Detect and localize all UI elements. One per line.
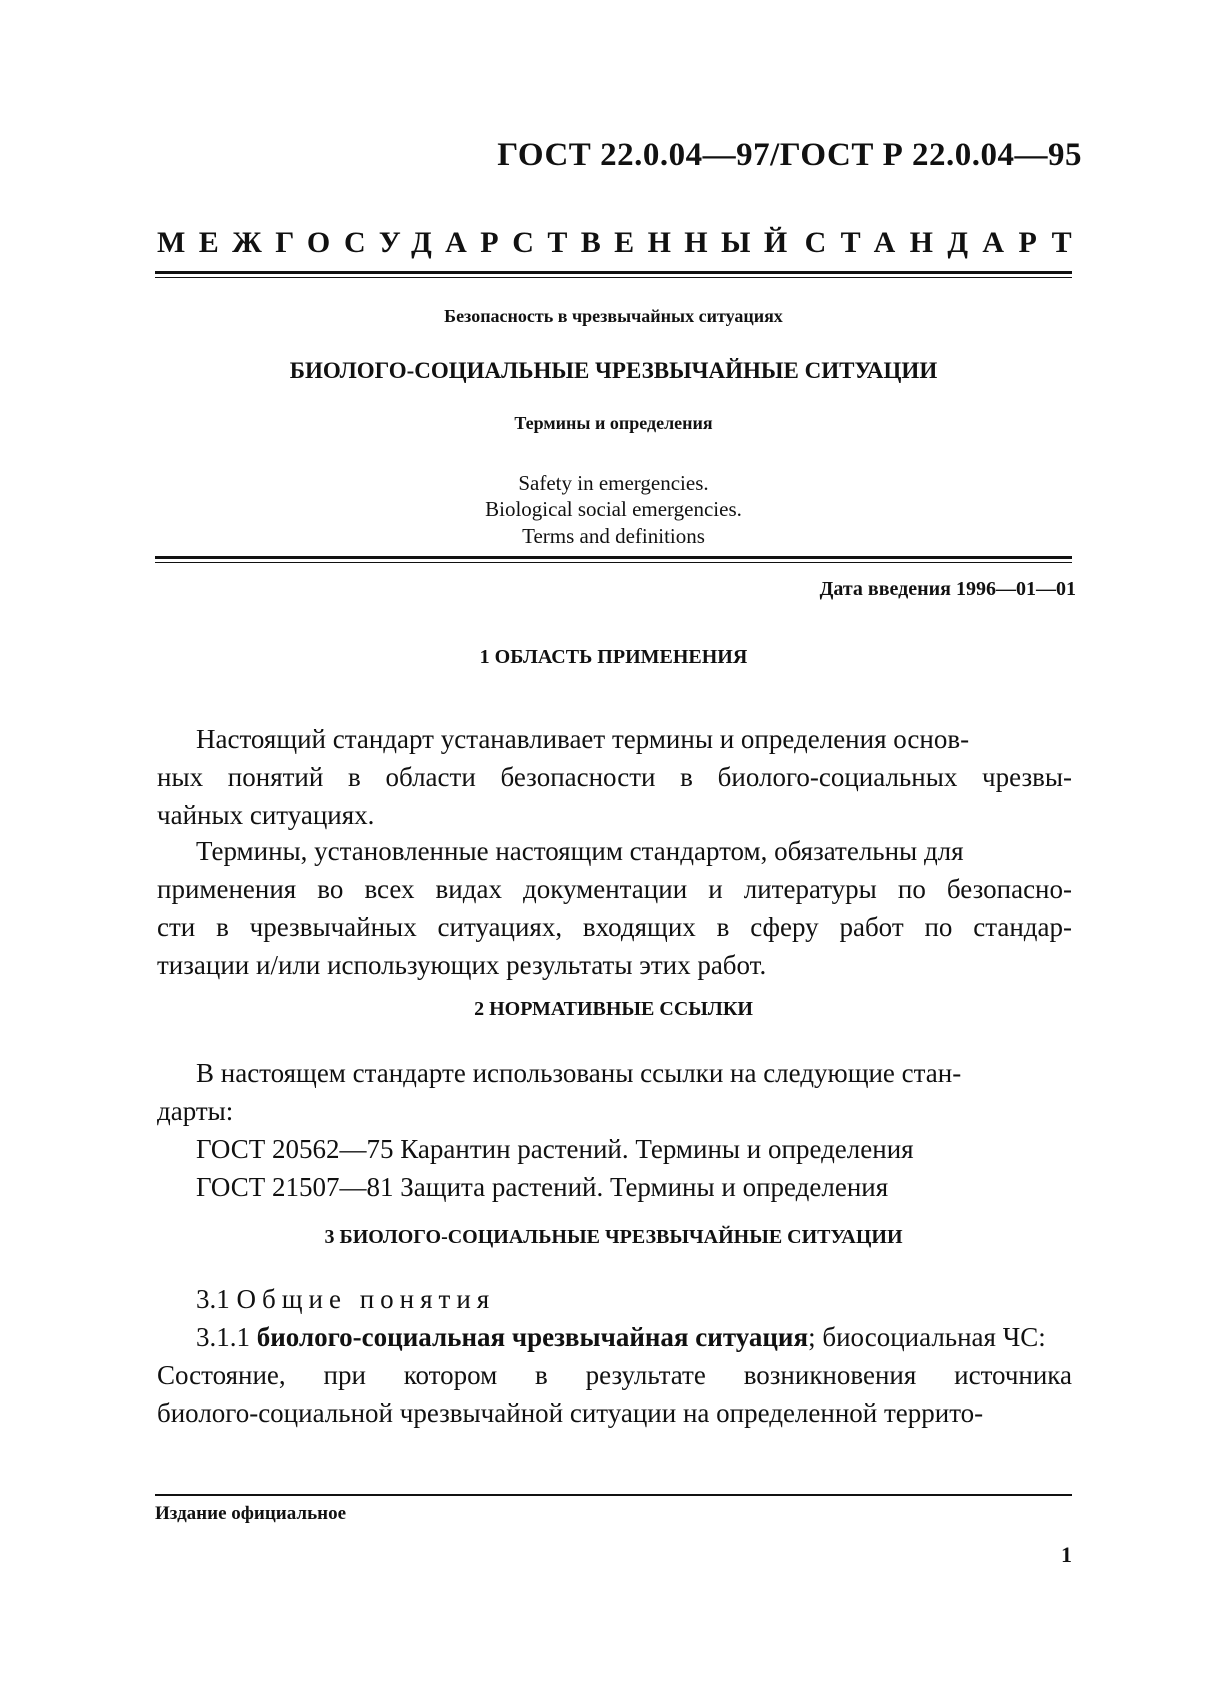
term-synonym: ; биосоциальная ЧС: bbox=[808, 1322, 1046, 1352]
text-line: биолого-социальной чрезвычайной ситуации на определенной террито- bbox=[157, 1398, 984, 1428]
reference-item: ГОСТ 20562—75 Карантин растений. Термины и определения bbox=[196, 1134, 914, 1164]
text-line: ных понятий в области безопасности в биолого-социальных чрезвы- bbox=[157, 762, 1072, 792]
standard-type-word-1: МЕЖГОСУДАРСТВЕННЫЙ bbox=[157, 226, 801, 259]
edition-note: Издание официальное bbox=[155, 1503, 347, 1524]
text-line: сти в чрезвычайных ситуациях, входящих в сферу работ по стандар- bbox=[157, 912, 1072, 942]
header-rule-thick bbox=[155, 271, 1072, 274]
subsection-heading bbox=[157, 1280, 1072, 1318]
header-rule-thin bbox=[155, 277, 1072, 278]
standard-type-label bbox=[157, 226, 1086, 260]
section-1-paragraph-1 bbox=[157, 720, 1072, 834]
standard-type-word-2: СТАНДАРТ bbox=[804, 226, 1086, 259]
section-3-heading: 3 БИОЛОГО-СОЦИАЛЬНЫЕ ЧРЕЗВЫЧАЙНЫЕ СИТУАЦИИ bbox=[324, 1226, 903, 1248]
section-2-heading: 2 НОРМАТИВНЫЕ ССЫЛКИ bbox=[474, 998, 753, 1020]
text-line: Настоящий стандарт устанавливает термины и определения основ- bbox=[196, 724, 970, 754]
series-title: Безопасность в чрезвычайных ситуациях bbox=[444, 306, 783, 326]
subsection-title: Общие понятия bbox=[236, 1284, 496, 1314]
text-line: В настоящем стандарте использованы ссылки на следующие стан- bbox=[196, 1058, 962, 1088]
english-title-line: Biological social emergencies. bbox=[485, 497, 742, 521]
standard-code: ГОСТ 22.0.04—97/ГОСТ Р 22.0.04—95 bbox=[497, 137, 1082, 173]
title-rule-thin bbox=[155, 562, 1072, 563]
reference-item: ГОСТ 21507—81 Защита растений. Термины и определения bbox=[196, 1172, 889, 1202]
term-number: 3.1.1 bbox=[196, 1322, 250, 1352]
section-1-heading: 1 ОБЛАСТЬ ПРИМЕНЕНИЯ bbox=[479, 646, 748, 668]
introduction-date: Дата введения 1996—01—01 bbox=[819, 578, 1076, 600]
section-2-paragraph bbox=[157, 1054, 1072, 1206]
subsection-number: 3.1 bbox=[196, 1284, 230, 1314]
text-line: чайных ситуациях. bbox=[157, 800, 375, 830]
footer-rule bbox=[155, 1494, 1072, 1496]
text-line: Термины, установленные настоящим стандартом, обязательны для bbox=[196, 836, 964, 866]
text-line: дарты: bbox=[157, 1096, 234, 1126]
text-line: применения во всех видах документации и литературы по безопасно- bbox=[157, 874, 1072, 904]
document-subtitle: Термины и определения bbox=[514, 413, 713, 433]
english-title-line: Terms and definitions bbox=[522, 524, 705, 548]
section-3-paragraph bbox=[157, 1280, 1072, 1432]
document-title: БИОЛОГО-СОЦИАЛЬНЫЕ ЧРЕЗВЫЧАЙНЫЕ СИТУАЦИИ bbox=[289, 358, 938, 383]
english-title-line: Safety in emergencies. bbox=[518, 471, 709, 495]
page-number: 1 bbox=[1061, 1542, 1072, 1567]
section-1-paragraph-2 bbox=[157, 832, 1072, 984]
title-rule-thick bbox=[155, 556, 1072, 559]
text-line: Состояние, при котором в результате возникновения источника bbox=[157, 1360, 1072, 1390]
term-name: биолого-социальная чрезвычайная ситуация bbox=[256, 1322, 809, 1352]
text-line: тизации и/или использующих результаты этих работ. bbox=[157, 950, 767, 980]
term-line bbox=[157, 1318, 1072, 1356]
